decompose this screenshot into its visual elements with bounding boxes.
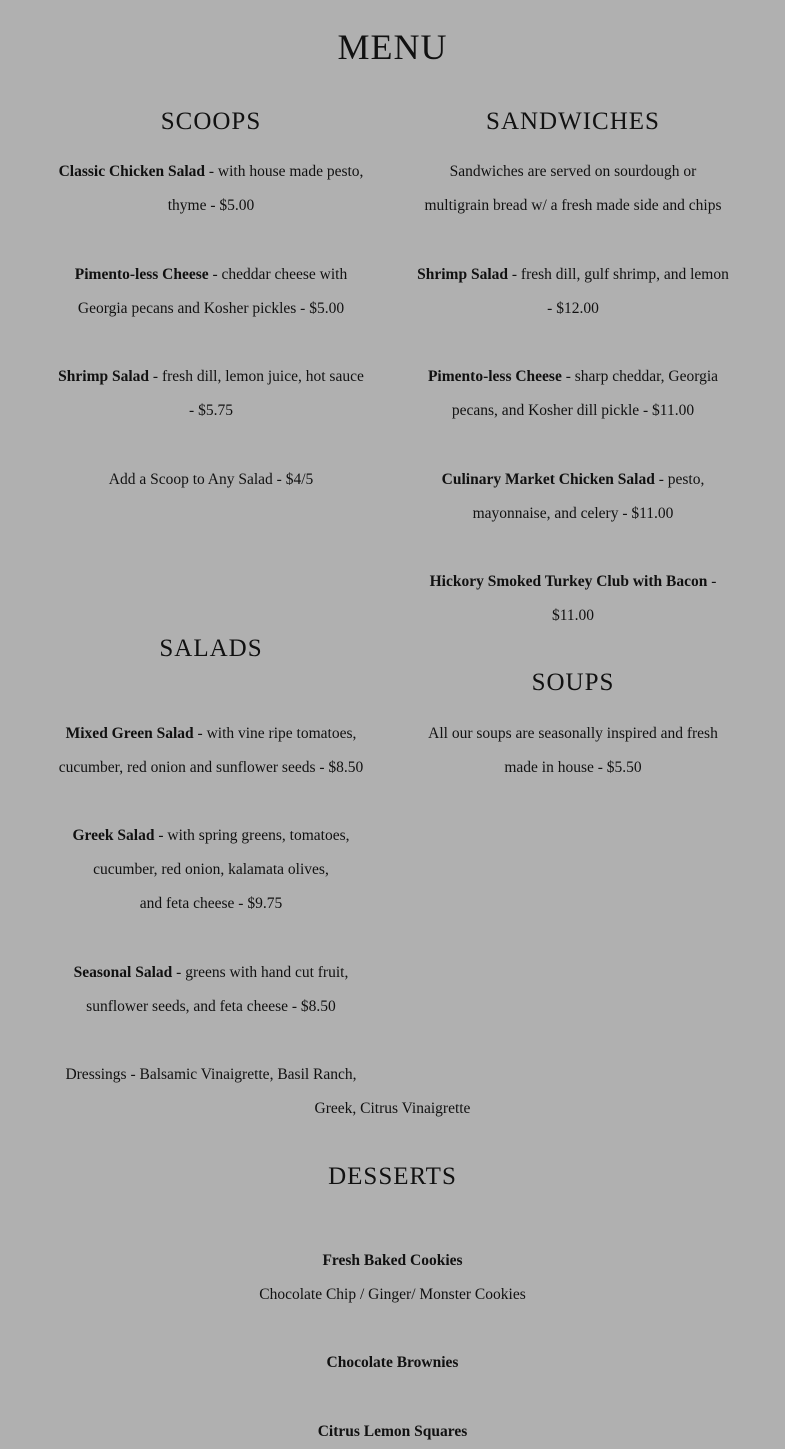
item-name: Greek Salad [72,827,155,844]
item-desc: $11.00 [551,607,595,624]
item-name: Citrus Lemon Squares [317,1423,468,1440]
item-desc: - pesto, [654,471,705,488]
sandwich-item [402,463,744,531]
dressings-line: Greek, Citrus Vinaigrette [314,1100,471,1117]
item-desc: - greens with hand cut fruit, [172,964,349,981]
dessert-item [0,1415,785,1449]
dessert-item [0,1346,785,1380]
item-name: Culinary Market Chicken Salad [441,471,655,488]
item-desc: - [707,573,717,590]
item-desc: - cheddar cheese with [208,266,348,283]
item-desc: pecans, and Kosher dill pickle - $11.00 [451,402,695,419]
item-desc: thyme - $5.00 [167,197,255,214]
sandwiches-heading: SANDWICHES [486,108,660,135]
item-desc: cucumber, red onion and sunflower seeds - $8.50 [58,759,364,776]
dressings-line: Dressings - Balsamic Vinaigrette, Basil Ranch, [65,1066,357,1083]
item-desc: - fresh dill, lemon juice, hot sauce [149,368,364,385]
salads-heading: SALADS [159,635,263,662]
item-desc: cucumber, red onion, kalamata olives, [93,861,329,878]
sandwiches-intro [402,155,744,223]
item-desc: - fresh dill, gulf shrimp, and lemon [508,266,729,283]
item-desc: - with vine ripe tomatoes, [193,725,357,742]
scoop-note: Add a Scoop to Any Salad - $4/5 [108,471,314,488]
item-desc: Georgia pecans and Kosher pickles - $5.00 [77,300,345,317]
sandwich-item [402,360,744,428]
dessert-item [0,1244,785,1312]
item-name: Pimento-less Cheese [74,266,209,283]
item-desc: - $5.75 [189,402,233,419]
item-name: Chocolate Brownies [326,1354,459,1371]
salad-item [30,717,392,785]
scoops-heading: SCOOPS [160,108,262,135]
desserts-heading: DESSERTS [328,1163,457,1190]
item-name: Seasonal Salad [73,964,173,981]
sandwich-item [402,565,744,633]
item-name: Shrimp Salad [58,368,150,385]
item-desc: sunflower seeds, and feta cheese - $8.50 [86,998,336,1015]
soups-line: All our soups are seasonally inspired and fresh [428,725,718,742]
item-name: Pimento-less Cheese [427,368,562,385]
menu-title: MENU [337,27,448,67]
item-desc: mayonnaise, and celery - $11.00 [472,505,674,522]
intro-line: Sandwiches are served on sourdough or [449,163,697,180]
scoop-item [40,360,382,428]
item-desc: - with spring greens, tomatoes, [154,827,350,844]
item-name: Mixed Green Salad [65,725,194,742]
sandwich-item [402,258,744,326]
item-name: Shrimp Salad [417,266,509,283]
item-name: Hickory Smoked Turkey Club with Bacon [429,573,708,590]
item-desc: - sharp cheddar, Georgia [561,368,719,385]
intro-line: multigrain bread w/ a fresh made side and chips [424,197,722,214]
scoop-item [40,258,382,326]
salad-item [40,956,382,1024]
scoop-item [40,155,382,223]
salad-item [40,819,382,921]
soups-desc [402,717,744,785]
item-name: Fresh Baked Cookies [322,1252,463,1269]
item-desc: and feta cheese - $9.75 [139,895,283,912]
soups-heading: SOUPS [531,669,615,696]
item-desc: Chocolate Chip / Ginger/ Monster Cookies [259,1286,526,1303]
item-desc: - $12.00 [547,300,599,317]
item-desc: - with house made pesto, [205,163,364,180]
item-name: Classic Chicken Salad [58,163,205,180]
soups-line: made in house - $5.50 [504,759,642,776]
